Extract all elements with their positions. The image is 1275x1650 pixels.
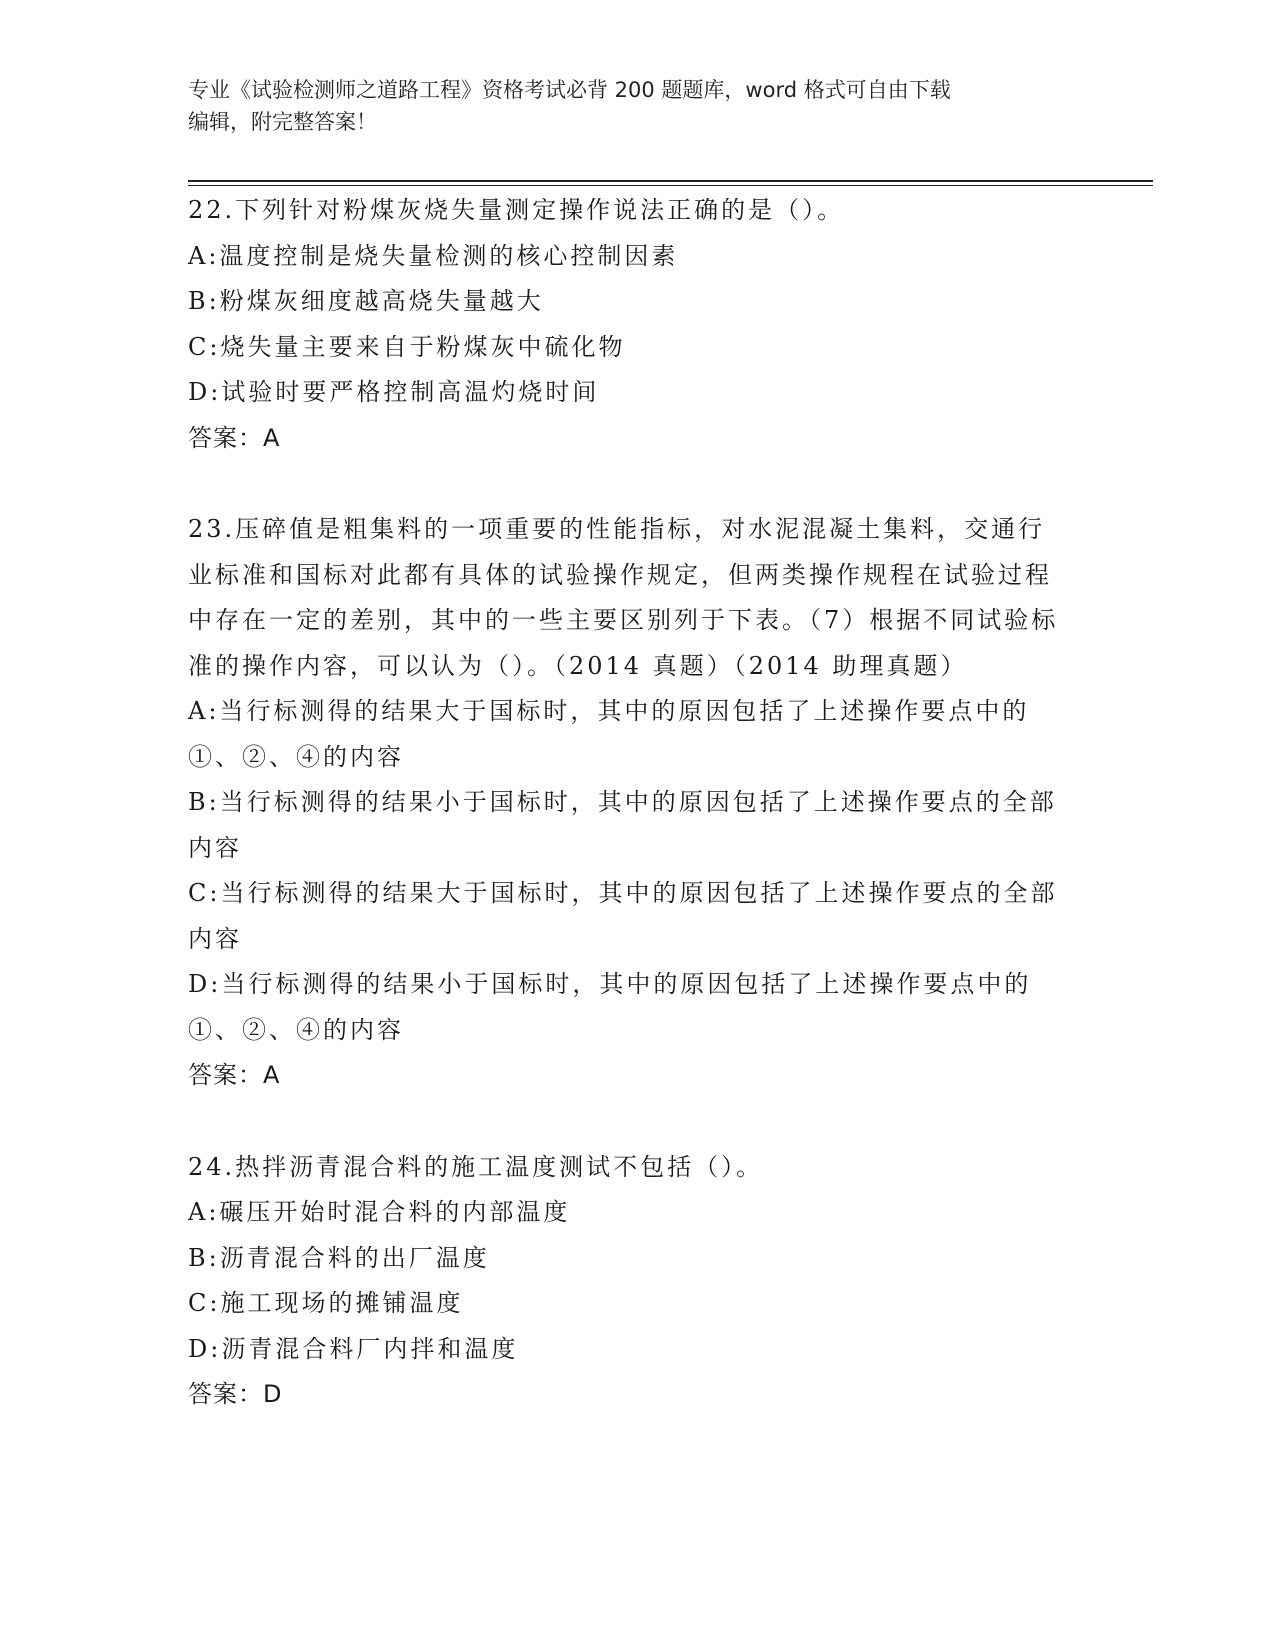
option-b: B:粉煤灰细度越高烧失量越大 bbox=[188, 287, 544, 315]
question-stem: 22.下列针对粉煤灰烧失量测定操作说法正确的是（）。 bbox=[188, 196, 845, 224]
question-24 bbox=[188, 1145, 1068, 1418]
option-b: B:当行标测得的结果小于国标时，其中的原因包括了上述操作要点的全部内容 bbox=[188, 788, 1057, 862]
header-line-1: 专业《试验检测师之道路工程》资格考试必背 200 题题库，word 格式可自由下载 bbox=[188, 78, 951, 102]
answer-label: 答案：D bbox=[188, 1380, 283, 1408]
question-stem: 23.压碎值是粗集料的一项重要的性能指标，对水泥混凝土集料，交通行业标准和国标对此都有具体的试验操作规定，但两类操作规程在试验过程中存在一定的差别，其中的一些主要区别列于下表。（7）根据不同试验标准的操作内容，可以认为（）。（2014 真题）（2014 助理真题） bbox=[188, 515, 1059, 680]
option-c: C:烧失量主要来自于粉煤灰中硫化物 bbox=[188, 332, 626, 361]
question-23 bbox=[188, 507, 1068, 1099]
option-d: D:试验时要严格控制高温灼烧时间 bbox=[188, 378, 600, 406]
header-divider-thick bbox=[188, 180, 1153, 182]
option-a: A:温度控制是烧失量检测的核心控制因素 bbox=[188, 241, 679, 270]
question-22 bbox=[188, 188, 1068, 461]
header-divider-thin bbox=[188, 185, 1153, 186]
question-stem: 24.热拌沥青混合料的施工温度测试不包括（）。 bbox=[188, 1152, 764, 1181]
option-a: A:碾压开始时混合料的内部温度 bbox=[188, 1198, 571, 1226]
option-d: D:当行标测得的结果小于国标时，其中的原因包括了上述操作要点中的①、②、④的内容 bbox=[188, 970, 1032, 1044]
answer-label: 答案：A bbox=[188, 423, 281, 452]
option-c: C:施工现场的摊铺温度 bbox=[188, 1289, 464, 1317]
option-b: B:沥青混合料的出厂温度 bbox=[188, 1243, 490, 1272]
header-line-2: 编辑，附完整答案！ bbox=[188, 110, 377, 134]
option-d: D:沥青混合料厂内拌和温度 bbox=[188, 1334, 519, 1363]
option-c: C:当行标测得的结果大于国标时，其中的原因包括了上述操作要点的全部内容 bbox=[188, 879, 1058, 953]
document-header bbox=[188, 74, 1088, 138]
option-a: A:当行标测得的结果大于国标时，其中的原因包括了上述操作要点中的①、②、④的内容 bbox=[188, 697, 1030, 771]
answer-label: 答案：A bbox=[188, 1061, 281, 1089]
question-list bbox=[188, 188, 1068, 1464]
